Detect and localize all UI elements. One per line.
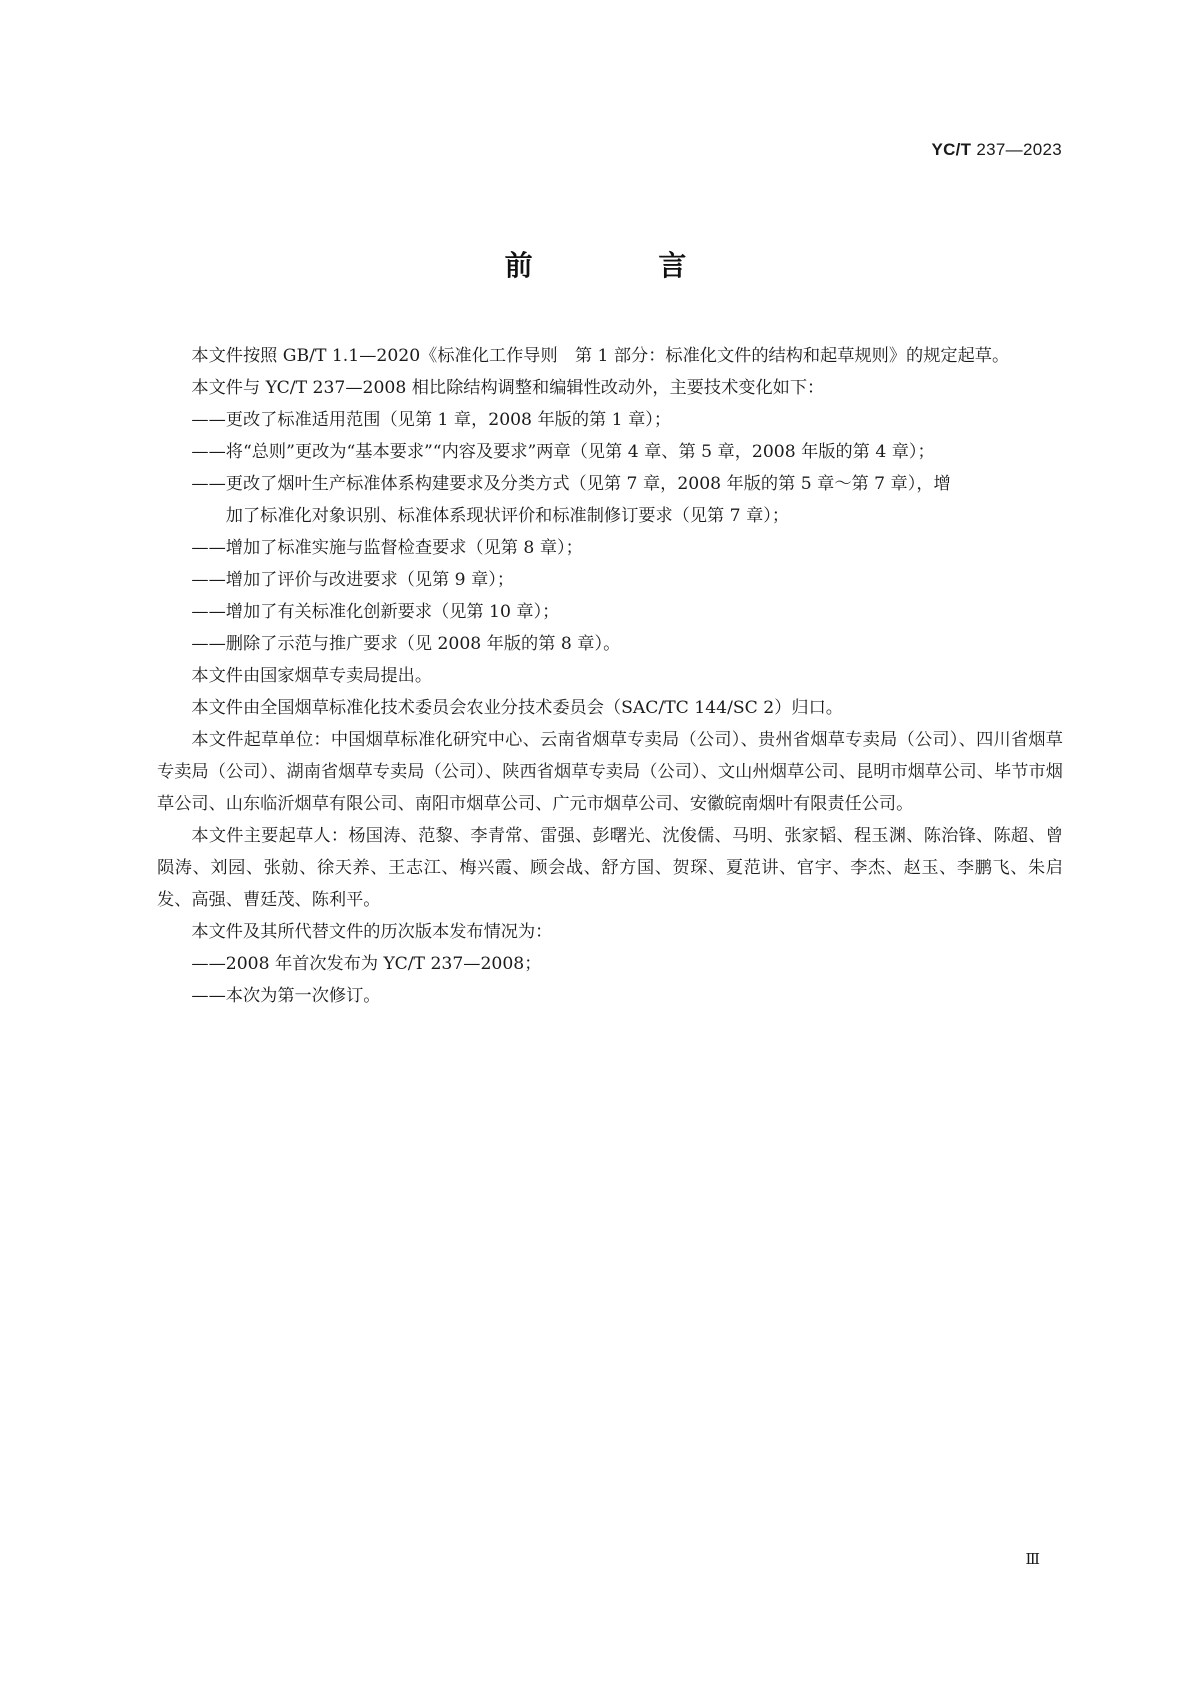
doc-code: YC/T <box>931 140 972 159</box>
paragraph-version-history-intro: 本文件及其所代替文件的历次版本发布情况为： <box>191 922 553 942</box>
change-item: ——增加了评价与改进要求（见第 9 章）； <box>191 570 515 590</box>
change-item: ——删除了示范与推广要求（见 2008 年版的第 8 章）。 <box>191 634 621 654</box>
history-item: ——本次为第一次修订。 <box>191 986 381 1006</box>
change-item: ——增加了有关标准化创新要求（见第 10 章）； <box>191 602 560 622</box>
paragraph-drafting-units: 本文件起草单位：中国烟草标准化研究中心、云南省烟草专卖局（公司）、贵州省烟草专卖局（公司）、四川省烟草专卖局（公司）、湖南省烟草专卖局（公司）、陕西省烟草专卖局（公司）、文山州烟草公司、昆明市烟草公司、毕节市烟草公司、山东临沂烟草有限公司、南阳市烟草公司、广元市烟草公司、安徽皖南烟叶有限责任公司。 <box>157 730 1063 814</box>
change-item: ——将“总则”更改为“基本要求”“内容及要求”两章（见第 4 章、第 5 章，2008 年版的第 4 章）； <box>191 442 935 462</box>
change-item-continuation: 加了标准化对象识别、标准体系现状评价和标准制修订要求（见第 7 章）； <box>225 506 790 526</box>
history-item: ——2008 年首次发布为 YC/T 237—2008； <box>191 954 542 974</box>
paragraph-drafting-rules: 本文件按照 GB/T 1.1—2020《标准化工作导则 第 1 部分：标准化文件的结构和起草规则》的规定起草。 <box>191 346 1010 366</box>
paragraph-proposer: 本文件由国家烟草专卖局提出。 <box>191 666 433 686</box>
page-title: 前 言 <box>504 249 745 282</box>
foreword-body <box>157 340 1063 1012</box>
page-number: Ⅲ <box>1025 1550 1040 1568</box>
paragraph-technical-committee: 本文件由全国烟草标准化技术委员会农业分技术委员会（SAC/TC 144/SC 2）归口。 <box>191 698 843 718</box>
change-item <box>157 468 1063 532</box>
change-item: ——增加了标准实施与监督检查要求（见第 8 章）； <box>191 538 583 558</box>
paragraph-drafters: 本文件主要起草人：杨国涛、范黎、李青常、雷强、彭曙光、沈俊儒、马明、张家韬、程玉渊、陈治锋、陈超、曾陨涛、刘园、张勍、徐天养、王志江、梅兴霞、顾会战、舒方国、贺琛、夏范讲、官宇、李杰、赵玉、李鹏飞、朱启发、高强、曹廷茂、陈利平。 <box>157 826 1063 910</box>
document-identifier <box>931 140 1062 160</box>
doc-number: 237—2023 <box>976 140 1062 159</box>
change-item-line: ——更改了烟叶生产标准体系构建要求及分类方式（见第 7 章，2008 年版的第 5 章～第 7 章），增 <box>191 474 951 494</box>
paragraph-changes-intro: 本文件与 YC/T 237—2008 相比除结构调整和编辑性改动外，主要技术变化如下： <box>191 378 825 398</box>
change-item: ——更改了标准适用范围（见第 1 章，2008 年版的第 1 章）； <box>191 410 672 430</box>
